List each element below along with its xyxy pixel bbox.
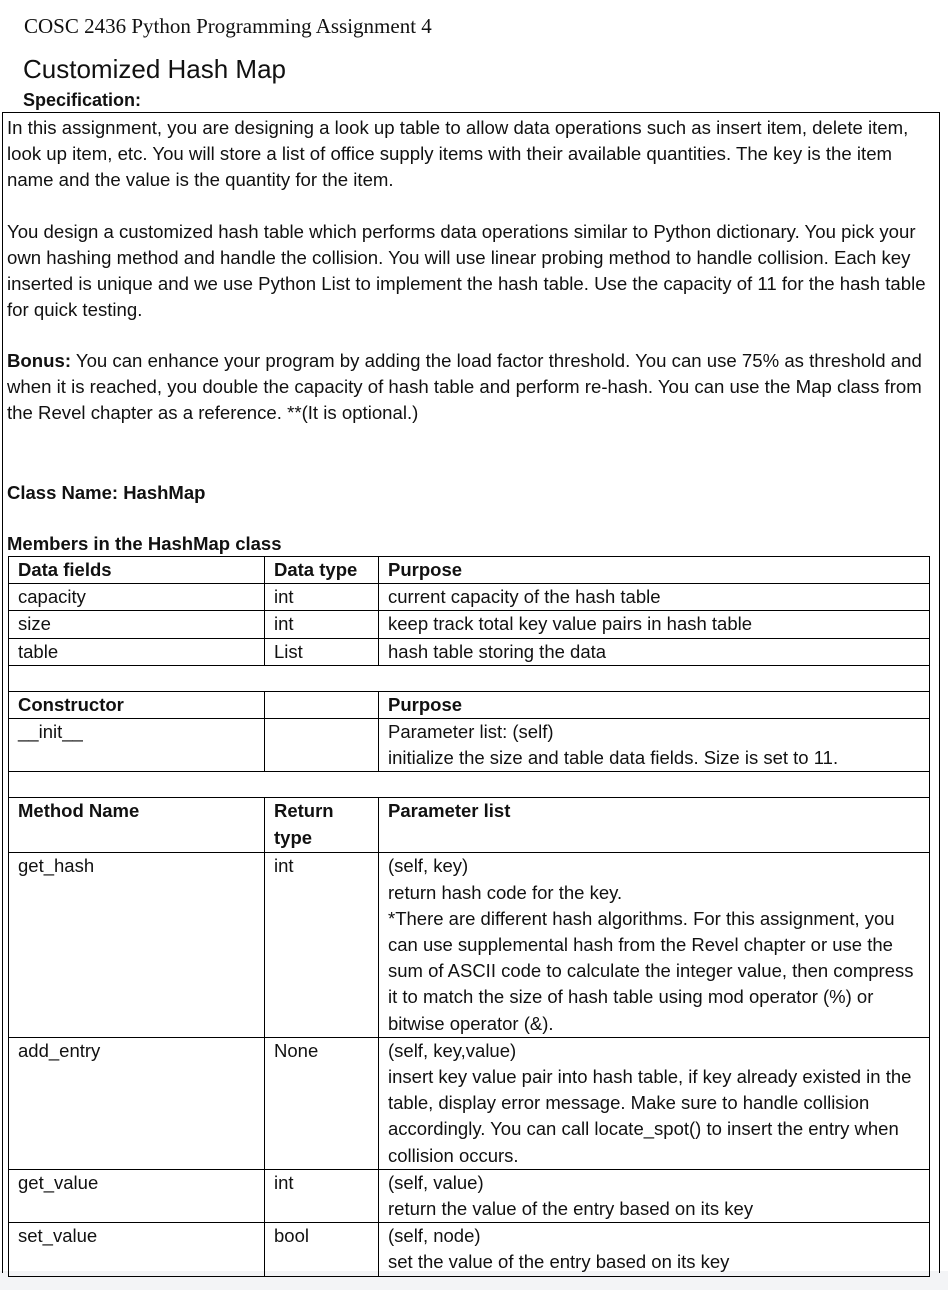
table-row — [9, 1169, 930, 1222]
method-signature: (self, node) — [388, 1225, 481, 1247]
specification-label: Specification: — [23, 90, 142, 110]
field-purpose: keep track total key value pairs in hash table — [379, 611, 930, 638]
class-name-label: Class Name: HashMap — [7, 482, 206, 503]
header-cell: Data fields — [9, 557, 265, 584]
header-cell: Return type — [265, 798, 379, 853]
table-row — [9, 611, 930, 638]
design-paragraph: You design a customized hash table which performs data operations similar to Python dictionary. You pick your own hashing method and handle the collision. You will use linear probing method to handle collision. Each key inserted is unique and we use Python List to implement the hash table. Use the capacity of 11 for the hash table for quick testing. — [7, 221, 926, 320]
method-desc: insert key value pair into hash table, if key already existed in the table, display error message. Make sure to handle collision accordingly. You can call locate_spot() to insert the entry when collision occurs. — [388, 1066, 912, 1166]
bonus-label: Bonus: — [7, 350, 72, 371]
field-type: int — [265, 584, 379, 611]
spacer-row — [9, 665, 930, 691]
members-label: Members in the HashMap class — [7, 533, 282, 554]
field-name: capacity — [9, 584, 265, 611]
header-cell: Data type — [265, 557, 379, 584]
table-row — [9, 1223, 930, 1276]
bonus-paragraph — [7, 348, 933, 426]
methods-header-row — [9, 798, 930, 853]
method-name: set_value — [9, 1223, 265, 1276]
spacer-row — [9, 772, 930, 798]
constructor-purpose — [379, 719, 930, 772]
method-signature: (self, key,value) — [388, 1039, 517, 1061]
field-purpose: current capacity of the hash table — [379, 584, 930, 611]
header-cell: Method Name — [9, 798, 265, 853]
course-title: COSC 2436 Python Programming Assignment 4 — [24, 14, 432, 38]
method-params — [379, 853, 930, 1037]
method-return-type: bool — [265, 1223, 379, 1276]
method-params — [379, 1169, 930, 1222]
method-signature: (self, key) — [388, 855, 469, 877]
constructor-desc: initialize the size and table data fields. Size is set to 11. — [388, 747, 839, 769]
method-desc: return hash code for the key. — [388, 881, 623, 903]
method-return-type: int — [265, 853, 379, 1037]
method-return-type: int — [265, 1169, 379, 1222]
bonus-text: You can enhance your program by adding the load factor threshold. You can use 75% as threshold and when it is reached, you double the capacity of hash table and perform re-hash. You can use the Map class from the Revel chapter as a reference. **(It is optional.) — [7, 350, 922, 423]
method-name: get_hash — [9, 853, 265, 1037]
constructor-header-row — [9, 691, 930, 718]
header-cell: Purpose — [379, 557, 930, 584]
method-desc: return the value of the entry based on its key — [388, 1198, 754, 1220]
table-row — [9, 853, 930, 1037]
header-cell: Parameter list — [379, 798, 930, 853]
method-params — [379, 1223, 930, 1276]
field-name: size — [9, 611, 265, 638]
field-type: int — [265, 611, 379, 638]
method-return-type: None — [265, 1037, 379, 1169]
method-note: *There are different hash algorithms. For this assignment, you can use supplemental hash from the Revel chapter or use the sum of ASCII code to calculate the integer value, then compress it to match the size of hash table using mod operator (%) or bitwise operator (&). — [388, 907, 914, 1034]
header-cell-empty — [265, 691, 379, 718]
table-row — [9, 1037, 930, 1169]
header-cell: Purpose — [379, 691, 930, 718]
assignment-title: Customized Hash Map — [23, 54, 286, 84]
table-row — [9, 638, 930, 665]
table-row — [9, 584, 930, 611]
header-cell: Constructor — [9, 691, 265, 718]
method-signature: (self, value) — [388, 1171, 484, 1193]
method-params — [379, 1037, 930, 1169]
field-name: table — [9, 638, 265, 665]
field-purpose: hash table storing the data — [379, 638, 930, 665]
members-table — [8, 556, 930, 1277]
method-name: get_value — [9, 1169, 265, 1222]
fields-header-row — [9, 557, 930, 584]
intro-paragraph: In this assignment, you are designing a look up table to allow data operations such as insert item, delete item, look up item, etc. You will store a list of office supply items with their available quantities. The key is the item name and the value is the quantity for the item. — [7, 117, 909, 190]
constructor-params: Parameter list: (self) — [388, 721, 554, 743]
method-name: add_entry — [9, 1037, 265, 1169]
table-row — [9, 719, 930, 772]
method-desc: set the value of the entry based on its key — [388, 1251, 730, 1273]
empty-cell — [265, 719, 379, 772]
constructor-name: __init__ — [9, 719, 265, 772]
field-type: List — [265, 638, 379, 665]
